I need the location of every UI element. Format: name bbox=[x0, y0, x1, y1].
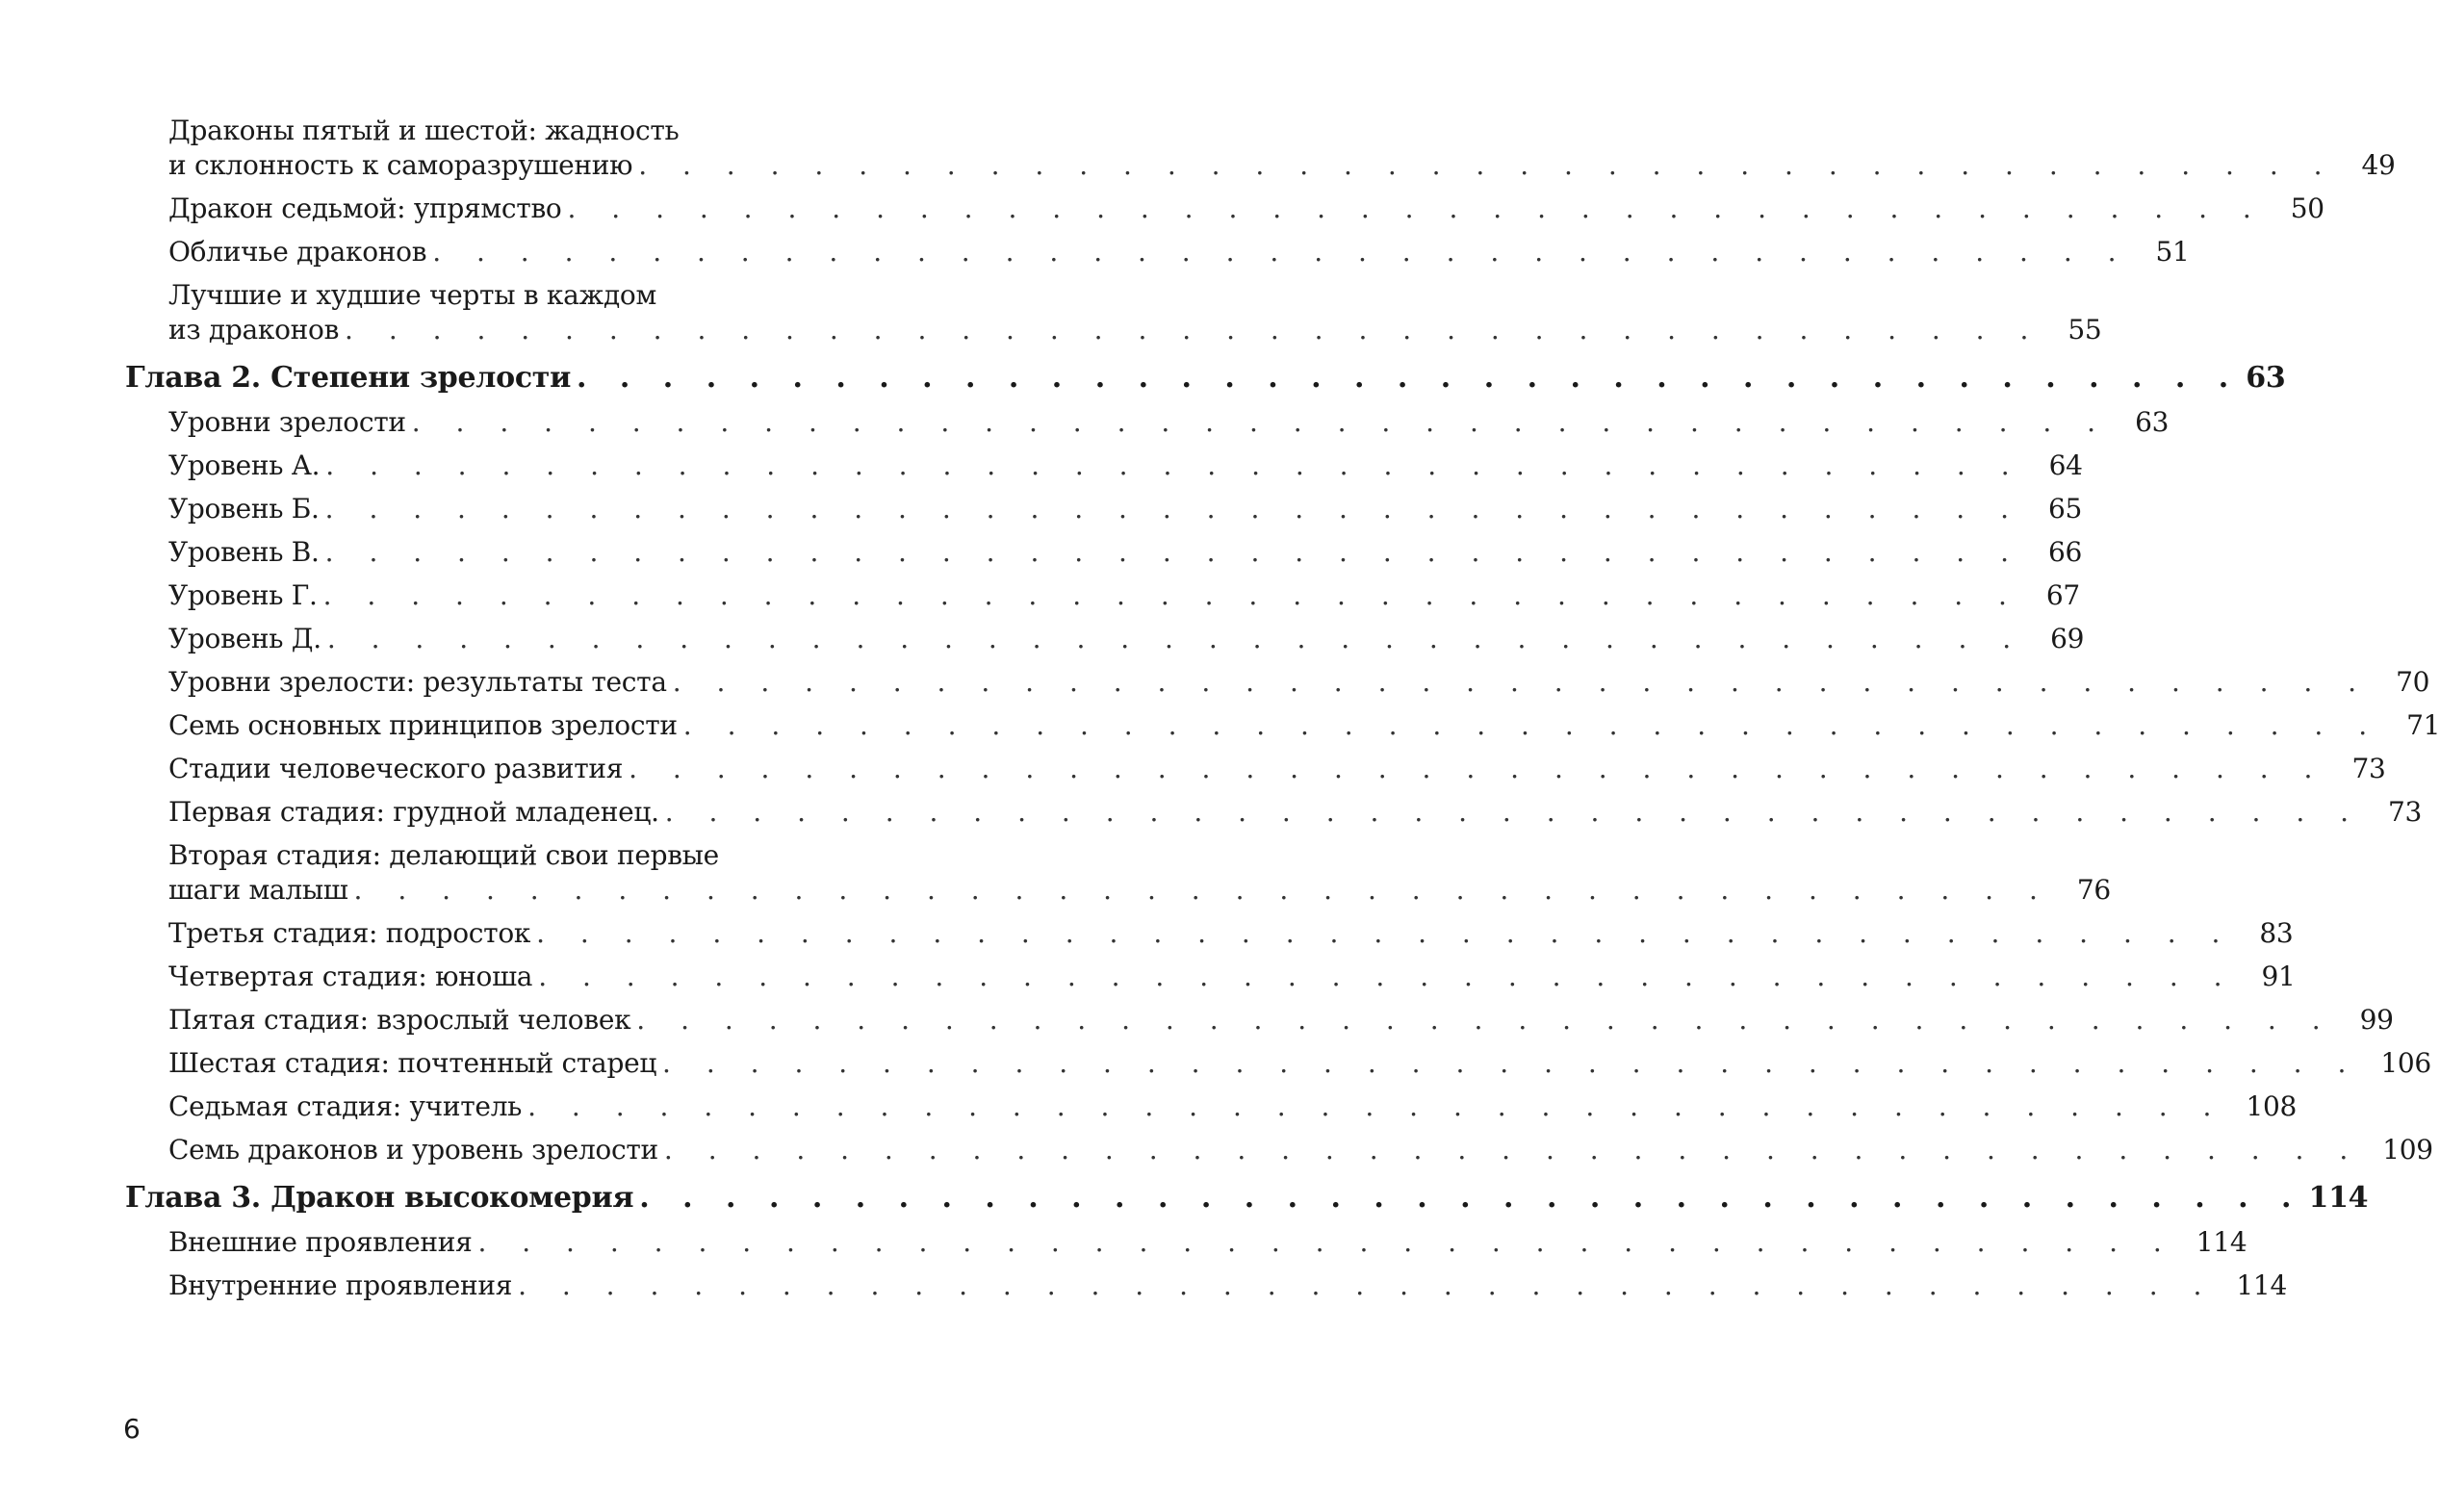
toc-section-entry bbox=[125, 448, 2083, 483]
toc-entry-line bbox=[168, 1133, 2433, 1167]
toc-entry-line bbox=[168, 1046, 2431, 1081]
toc-entry-line bbox=[168, 795, 2423, 830]
toc-page-number: 91 bbox=[2261, 961, 2296, 992]
toc-page-number: 63 bbox=[2246, 361, 2286, 395]
toc-entry-title: Шестая стадия: почтенный старец bbox=[168, 1047, 657, 1079]
toc-section-entry bbox=[125, 916, 2294, 951]
toc-page-number: 64 bbox=[2048, 449, 2083, 481]
toc-entry-title: Семь основных принципов зрелости bbox=[168, 709, 678, 741]
toc-section-entry bbox=[125, 1269, 2287, 1303]
toc-entry-title: Внутренние проявления bbox=[168, 1269, 513, 1301]
toc-entry-title: Обличье драконов bbox=[168, 236, 427, 268]
toc-entry-line bbox=[125, 361, 2286, 396]
toc-entry-title: Семь драконов и уровень зрелости bbox=[168, 1134, 658, 1166]
toc-entry-line bbox=[168, 665, 2430, 700]
toc-page-number: 65 bbox=[2047, 493, 2082, 525]
dot-leader: . . . . . . . . . . . . . . . . . . . . . . . . . . . . . . . . . . . . . . . bbox=[664, 796, 2363, 828]
toc-section-entry bbox=[125, 578, 2080, 613]
toc-entry-title-line: Вторая стадия: делающий свои первые bbox=[168, 839, 719, 871]
toc-section-entry bbox=[125, 492, 2082, 526]
dot-leader: . . . . . . . . . . . . . . . . . . . . . . . . . . . . . . . . . . . . . . . bbox=[322, 579, 2020, 611]
toc-page-number: 69 bbox=[2050, 623, 2085, 654]
toc-entry-line bbox=[168, 752, 2386, 786]
dot-leader: . . . . . . . . . . . . . . . . . . . . . . . . . . . . . . . . . . . . . . . bbox=[672, 666, 2371, 698]
toc-entry-title: Первая стадия: грудной младенец. bbox=[168, 796, 659, 828]
toc-entry-title: Глава 2. Степени зрелости bbox=[125, 361, 572, 395]
toc-entry-line bbox=[168, 1225, 2247, 1260]
toc-chapter-entry bbox=[125, 1181, 2369, 1216]
toc-page-number: 70 bbox=[2396, 666, 2430, 698]
toc-page-number: 83 bbox=[2259, 917, 2294, 949]
toc-section-entry bbox=[125, 1133, 2433, 1167]
toc-entry-title: Уровень Б. bbox=[168, 493, 320, 525]
toc-entry-line bbox=[168, 1089, 2298, 1124]
toc-page-number: 114 bbox=[2308, 1181, 2369, 1215]
toc-section-entry bbox=[125, 838, 2111, 908]
dot-leader: . . . . . . . . . . . . . . . . . . . . . . . . . . . . . . . . . . . . . . . bbox=[682, 709, 2381, 741]
toc-section-entry bbox=[125, 795, 2423, 830]
toc-entry-line bbox=[168, 192, 2324, 226]
toc-entry-line bbox=[168, 916, 2294, 951]
dot-leader: . . . . . . . . . . . . . . . . . . . . . . . . . . . . . . . . . . . . . . . bbox=[567, 192, 2265, 224]
dot-leader: . . . . . . . . . . . . . . . . . . . . . . . . . . . . . . . . . . . . . . . bbox=[324, 536, 2022, 568]
toc-entry-line bbox=[125, 1181, 2369, 1216]
toc-entry-title-line: Лучшие и худшие черты в каждом bbox=[168, 279, 656, 311]
toc-page-number: 63 bbox=[2135, 406, 2170, 438]
toc-page-number: 71 bbox=[2406, 709, 2440, 741]
toc-entry-title: Третья стадия: подросток bbox=[168, 917, 531, 949]
toc-entry-title-line: Драконы пятый и шестой: жадность bbox=[168, 115, 680, 146]
toc-section-entry bbox=[125, 405, 2170, 440]
toc-section-entry bbox=[125, 960, 2296, 994]
toc-page-number: 55 bbox=[2068, 314, 2102, 346]
toc-section-entry bbox=[125, 708, 2440, 743]
dot-leader: . . . . . . . . . . . . . . . . . . . . . . . . . . . . . . . . . . . . . . . bbox=[536, 917, 2234, 949]
dot-leader: . . . . . . . . . . . . . . . . . . . . . . . . . . . . . . . . . . . . . . . bbox=[629, 753, 2326, 784]
toc-page-number: 51 bbox=[2155, 236, 2190, 268]
toc-section-entry bbox=[125, 622, 2085, 656]
toc-page-number: 76 bbox=[2076, 874, 2111, 906]
toc-page-number: 99 bbox=[2359, 1004, 2394, 1036]
toc-page-number: 109 bbox=[2382, 1134, 2433, 1166]
toc-page-number: 49 bbox=[2361, 149, 2396, 181]
toc-section-entry bbox=[125, 665, 2430, 700]
dot-leader: . . . . . . . . . . . . . . . . . . . . . . . . . . . . . . . . . . . . . . . bbox=[345, 314, 2042, 346]
dot-leader: . . . . . . . . . . . . . . . . . . . . . . . . . . . . . . . . . . . . . . . bbox=[432, 236, 2130, 268]
dot-leader: . . . . . . . . . . . . . . . . . . . . . . . . . . . . . . . . . . . . . . . bbox=[538, 961, 2236, 992]
toc-entry-line bbox=[168, 960, 2296, 994]
toc-entry-line bbox=[168, 622, 2085, 656]
toc-section-entry bbox=[125, 114, 2396, 183]
toc-entry-line bbox=[168, 535, 2082, 570]
toc-chapter-entry bbox=[125, 361, 2286, 396]
toc-entry-title: Глава 3. Дракон высокомерия bbox=[125, 1181, 634, 1215]
page-number: 6 bbox=[123, 1413, 141, 1445]
toc-entry-title: Внешние проявления bbox=[168, 1226, 473, 1258]
toc-section-entry bbox=[125, 1003, 2394, 1038]
toc-entry-title: шаги малыш bbox=[168, 874, 348, 906]
table-of-contents bbox=[125, 114, 2440, 1312]
toc-page-number: 50 bbox=[2290, 192, 2324, 224]
toc-entry-title: и склонность к саморазрушению bbox=[168, 149, 633, 181]
toc-page-number: 114 bbox=[2236, 1269, 2287, 1301]
toc-entry-title: из драконов bbox=[168, 314, 340, 346]
dot-leader: . . . . . . . . . . . . . . . . . . . . . . . . . . . . . . . . . . . . . . . bbox=[325, 449, 2023, 481]
toc-page-number: 73 bbox=[2351, 753, 2386, 784]
toc-entry-title: Стадии человеческого развития bbox=[168, 753, 624, 784]
toc-section-entry bbox=[125, 1225, 2247, 1260]
dot-leader: . . . . . . . . . . . . . . . . . . . . . . . . . . . . . . . . . . . . . . . bbox=[477, 1226, 2175, 1258]
toc-entry-line bbox=[168, 235, 2190, 269]
toc-section-entry bbox=[125, 1046, 2431, 1081]
dot-leader: . . . . . . . . . . . . . . . . . . . . . . . . . . . . . . . . . . . . . . . bbox=[662, 1047, 2360, 1079]
toc-section-entry bbox=[125, 278, 2102, 347]
toc-entry-title: Пятая стадия: взрослый человек bbox=[168, 1004, 631, 1036]
toc-entry-title: Четвертая стадия: юноша bbox=[168, 961, 533, 992]
toc-page-number: 106 bbox=[2380, 1047, 2431, 1079]
toc-entry-line bbox=[168, 708, 2440, 743]
toc-entry-line bbox=[168, 405, 2170, 440]
toc-entry-title: Уровни зрелости: результаты теста bbox=[168, 666, 667, 698]
dot-leader: . . . . . . . . . . . . . . . . . . . . . . . . . . . . . . . . . . . . . . . bbox=[577, 361, 2241, 395]
toc-section-entry bbox=[125, 1089, 2298, 1124]
toc-page-number: 66 bbox=[2047, 536, 2082, 568]
toc-entry-title: Седьмая стадия: учитель bbox=[168, 1090, 523, 1122]
toc-entry-title: Уровень В. bbox=[168, 536, 320, 568]
dot-leader: . . . . . . . . . . . . . . . . . . . . . . . . . . . . . . . . . . . . . . . bbox=[636, 1004, 2334, 1036]
dot-leader: . . . . . . . . . . . . . . . . . . . . . . . . . . . . . . . . . . . . . . . bbox=[639, 1181, 2303, 1215]
toc-entry-line bbox=[168, 578, 2080, 613]
toc-page-number: 108 bbox=[2246, 1090, 2298, 1122]
toc-page-number: 67 bbox=[2045, 579, 2080, 611]
dot-leader: . . . . . . . . . . . . . . . . . . . . . . . . . . . . . . . . . . . . . . . bbox=[518, 1269, 2216, 1301]
toc-entry-line bbox=[168, 313, 2102, 347]
dot-leader: . . . . . . . . . . . . . . . . . . . . . . . . . . . . . . . . . . . . . . . bbox=[324, 493, 2022, 525]
toc-entry-title: Уровень Г. bbox=[168, 579, 318, 611]
toc-entry-title: Уровень Д. bbox=[168, 623, 321, 654]
toc-entry-line bbox=[168, 873, 2111, 908]
dot-leader: . . . . . . . . . . . . . . . . . . . . . . . . . . . . . . . . . . . . . . . bbox=[527, 1090, 2225, 1122]
toc-page-number: 73 bbox=[2388, 796, 2423, 828]
dot-leader: . . . . . . . . . . . . . . . . . . . . . . . . . . . . . . . . . . . . . . . bbox=[411, 406, 2110, 438]
toc-section-entry bbox=[125, 752, 2386, 786]
toc-page-number: 114 bbox=[2196, 1226, 2247, 1258]
dot-leader: . . . . . . . . . . . . . . . . . . . . . . . . . . . . . . . . . . . . . . . bbox=[638, 149, 2336, 181]
dot-leader: . . . . . . . . . . . . . . . . . . . . . . . . . . . . . . . . . . . . . . . bbox=[326, 623, 2025, 654]
toc-entry-line bbox=[168, 492, 2082, 526]
toc-section-entry bbox=[125, 235, 2190, 269]
toc-entry-line bbox=[168, 1269, 2287, 1303]
toc-entry-line bbox=[168, 148, 2396, 183]
toc-entry-title: Уровень А. bbox=[168, 449, 321, 481]
toc-entry-line bbox=[168, 1003, 2394, 1038]
dot-leader: . . . . . . . . . . . . . . . . . . . . . . . . . . . . . . . . . . . . . . . bbox=[663, 1134, 2362, 1166]
toc-entry-line bbox=[168, 448, 2083, 483]
toc-entry-title: Дракон седьмой: упрямство bbox=[168, 192, 562, 224]
toc-entry-title: Уровни зрелости bbox=[168, 406, 406, 438]
dot-leader: . . . . . . . . . . . . . . . . . . . . . . . . . . . . . . . . . . . . . . . bbox=[353, 874, 2051, 906]
toc-section-entry bbox=[125, 192, 2324, 226]
toc-section-entry bbox=[125, 535, 2082, 570]
